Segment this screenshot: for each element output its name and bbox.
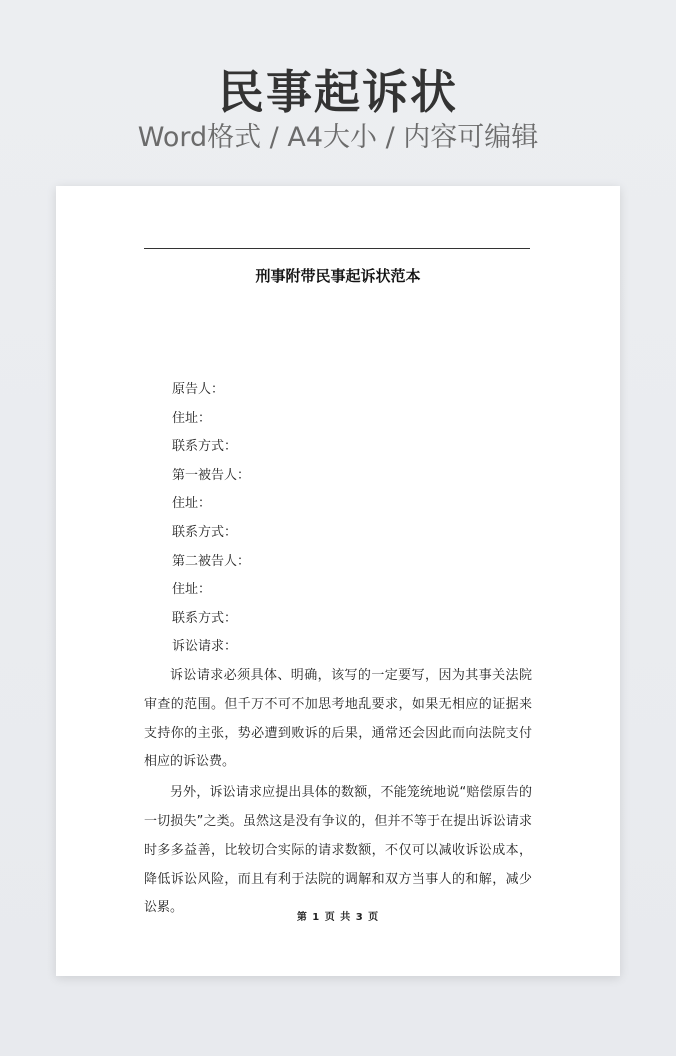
- banner-subtitle: Word格式 / A4大小 / 内容可编辑: [137, 122, 539, 153]
- banner-title: 民事起诉状: [218, 65, 458, 119]
- paragraph-1: 诉讼请求必须具体、明确，该写的一定要写，因为其事关法院审查的范围。但千万不可不加思考地乱要求，如果无相应的证据来支持你的主张，势必遭到败诉的后果，通常还会因此而向法院支付相应的诉讼费。: [144, 668, 532, 770]
- field-first-defendant-contact: 联系方式：: [172, 524, 238, 540]
- field-plaintiff: 原告人：: [172, 382, 225, 397]
- party-fields: [172, 376, 532, 662]
- field-second-defendant: 第二被告人：: [172, 553, 251, 569]
- field-plaintiff-address: 住址：: [172, 410, 212, 426]
- field-first-defendant: 第一被告人：: [172, 467, 251, 483]
- paragraph-2: 另外，诉讼请求应提出具体的数额，不能笼统地说“赔偿原告的一切损失”之类。虽然这是没有争议的，但并不等于在提出诉讼请求时多多益善，比较切合实际的请求数额，不仅可以减收诉讼成本，降低诉讼风险，而且有利于法院的调解和双方当事人的和解，减少讼累。: [144, 785, 532, 916]
- claims-body: [144, 662, 532, 925]
- field-claims: 诉讼请求：: [172, 639, 238, 655]
- document-page: [56, 186, 620, 976]
- document-title: 刑事附带民事起诉状范本: [255, 267, 421, 285]
- field-first-defendant-address: 住址：: [172, 496, 212, 512]
- page-number: 第 1 页 共 3 页: [296, 912, 380, 923]
- field-plaintiff-contact: 联系方式：: [172, 439, 238, 455]
- field-second-defendant-contact: 联系方式：: [172, 610, 238, 626]
- field-second-defendant-address: 住址：: [172, 582, 212, 598]
- header-rule: [144, 248, 530, 249]
